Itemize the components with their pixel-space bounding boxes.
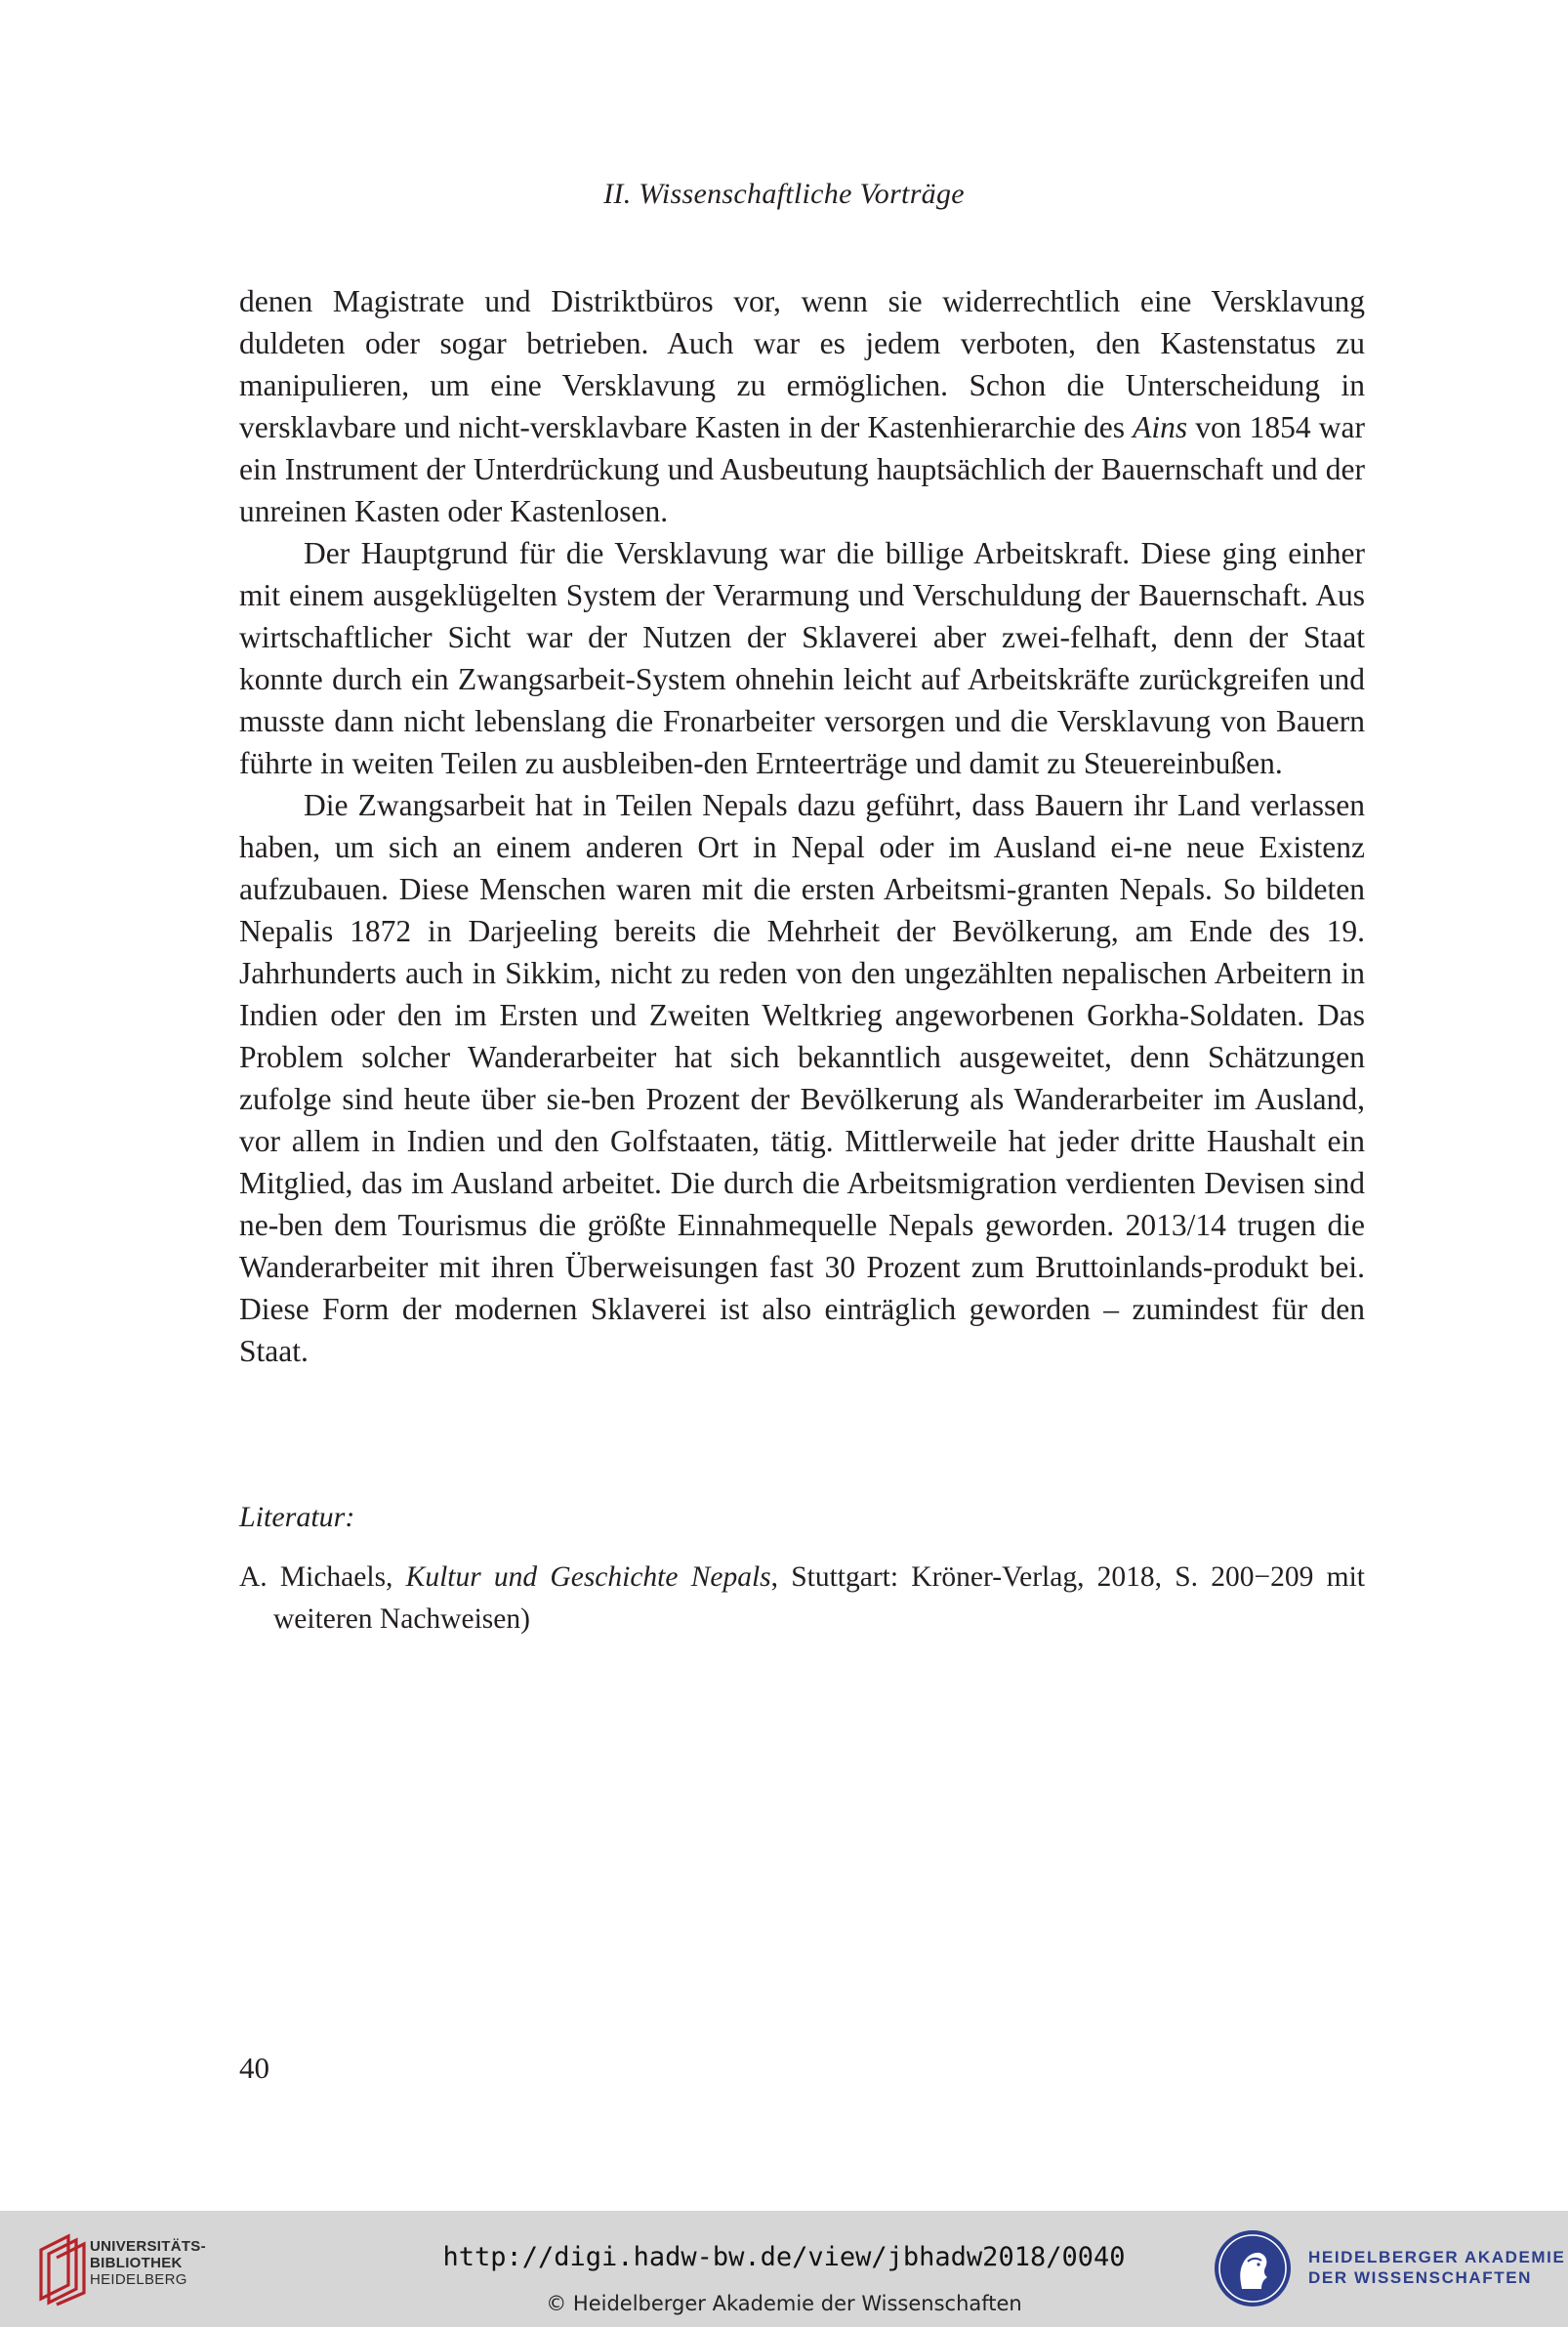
text-line: 1854 war ein Instrument der Unterdrückung und Ausbeutung hauptsächlich der (239, 410, 1365, 486)
literature-author: A. Michaels, (239, 1561, 406, 1593)
text-line: den ungezählten nepalischen Arbeitern in Indien oder den im Ersten und Zweiten (239, 956, 1366, 1032)
running-head: II. Wissenschaftliche Vorträge (603, 178, 965, 210)
academy-logo-line: HEIDELBERGER AKADEMIE (1308, 2248, 1566, 2266)
text-line: einher mit einem ausgeklügelten System der Verarmung und Verschuldung der (239, 536, 1366, 612)
text-line: Bauernschaft und der unreinen Kasten oder Kastenlosen. (239, 452, 1365, 528)
text-line: manipulieren, um eine Versklavung zu ermöglichen. Schon die Unterscheidung in (239, 368, 1365, 402)
text-line: Weltkrieg angeworbenen Gorkha-Soldaten. Das Problem solcher Wanderarbeiter (239, 998, 1366, 1074)
text-line: Bevölkerung, am Ende des 19. Jahrhunderts auch in Sikkim, nicht zu reden von (239, 914, 1365, 990)
academy-logo-text[interactable] (1308, 2247, 1565, 2288)
text-line: und den Golfstaaten, tätig. Mittlerweile hat jeder dritte Haushalt ein Mitglied, das (239, 1124, 1366, 1200)
footer-bar (0, 2211, 1568, 2327)
copyright-notice: © Heidelberger Akademie der Wissenschaften (546, 2292, 1022, 2315)
text-line: duldeten oder sogar betrieben. Auch war es jedem verboten, den Kastenstatus zu (239, 326, 1365, 360)
text-line: ne neue Existenz aufzubauen. Diese Menschen waren mit die ersten Arbeitsmi- (239, 830, 1365, 906)
text-line: ben dem Tourismus die größte Einnahmequelle Nepals geworden. 2013/14 trugen (278, 1208, 1316, 1242)
text-line: versorgen und die Versklavung von Bauern führte in weiten Teilen zu ausbleiben- (239, 704, 1366, 780)
text-line: denen Magistrate und Distriktbüros vor, wenn sie widerrechtlich eine Versklavung (239, 284, 1365, 318)
text-line: verlassen haben, um sich an einem anderen Ort in Nepal oder im Ausland ei- (239, 788, 1365, 864)
paragraph (239, 532, 1365, 784)
literature-details: , Stuttgart: Kröner-Verlag, 2018, S. 200−209 mit weiteren Nachweisen) (273, 1561, 1366, 1635)
text-line: Bauernschaft. Aus wirtschaftlicher Sicht war der Nutzen der Sklaverei aber zwei- (239, 578, 1365, 654)
paragraph (239, 784, 1365, 1372)
page-number: 40 (239, 2051, 269, 2085)
text-line: zumindest für den Staat. (239, 1292, 1365, 1368)
text-line: Die Zwangsarbeit hat in Teilen Nepals dazu geführt, dass Bauern ihr Land (304, 788, 1241, 822)
source-url-link[interactable]: http://digi.hadw-bw.de/view/jbhadw2018/0040 (442, 2242, 1126, 2272)
library-logo-line: HEIDELBERG (90, 2271, 187, 2288)
library-logo-line: UNIVERSITÄTS- (90, 2238, 206, 2255)
text-line: den Ernteerträge und damit zu Steuereinbußen. (703, 746, 1283, 780)
library-logo-line: BIBLIOTHEK (90, 2255, 183, 2271)
text-line: ben Prozent der Bevölkerung als Wanderarbeiter im Ausland, vor allem in Indien (239, 1082, 1365, 1158)
italic-term: Ains (1133, 410, 1188, 444)
literature-entry (239, 1557, 1365, 1641)
literature-heading: Literatur: (239, 1501, 355, 1533)
text-line: die Wanderarbeiter mit ihren Überweisungen fast 30 Prozent zum Bruttoinlands- (239, 1208, 1365, 1284)
literature-title: Kultur und Geschichte Nepals (405, 1561, 771, 1593)
text-line: felhaft, denn der Staat konnte durch ein Zwangsarbeit-System ohnehin leicht auf (239, 620, 1365, 696)
text-line: von (1187, 410, 1242, 444)
text-line: Arbeitskräfte zurückgreifen und musste dann nicht lebenslang die Fronarbeiter (239, 662, 1365, 738)
text-line: im Ausland arbeitet. Die durch die Arbeitsmigration verdienten Devisen sind ne- (239, 1166, 1365, 1242)
paragraph (239, 280, 1365, 532)
academy-logo-line: DER WISSENSCHAFTEN (1308, 2268, 1533, 2287)
text-line: versklavbare und nicht-versklavbare Kasten in der Kastenhierarchie des (239, 410, 1134, 444)
text-line: granten Nepals. So bildeten Nepalis 1872 in Darjeeling bereits die Mehrheit der (239, 872, 1365, 948)
body-text (239, 280, 1365, 1372)
academy-seal-icon[interactable] (1213, 2228, 1293, 2308)
text-line: hat sich bekanntlich ausgeweitet, denn Schätzungen zufolge sind heute über sie- (239, 1040, 1365, 1116)
text-line: produkt bei. Diese Form der modernen Sklaverei ist also einträglich geworden – (239, 1250, 1365, 1326)
text-line: Der Hauptgrund für die Versklavung war die billige Arbeitskraft. Diese ging (304, 536, 1277, 570)
